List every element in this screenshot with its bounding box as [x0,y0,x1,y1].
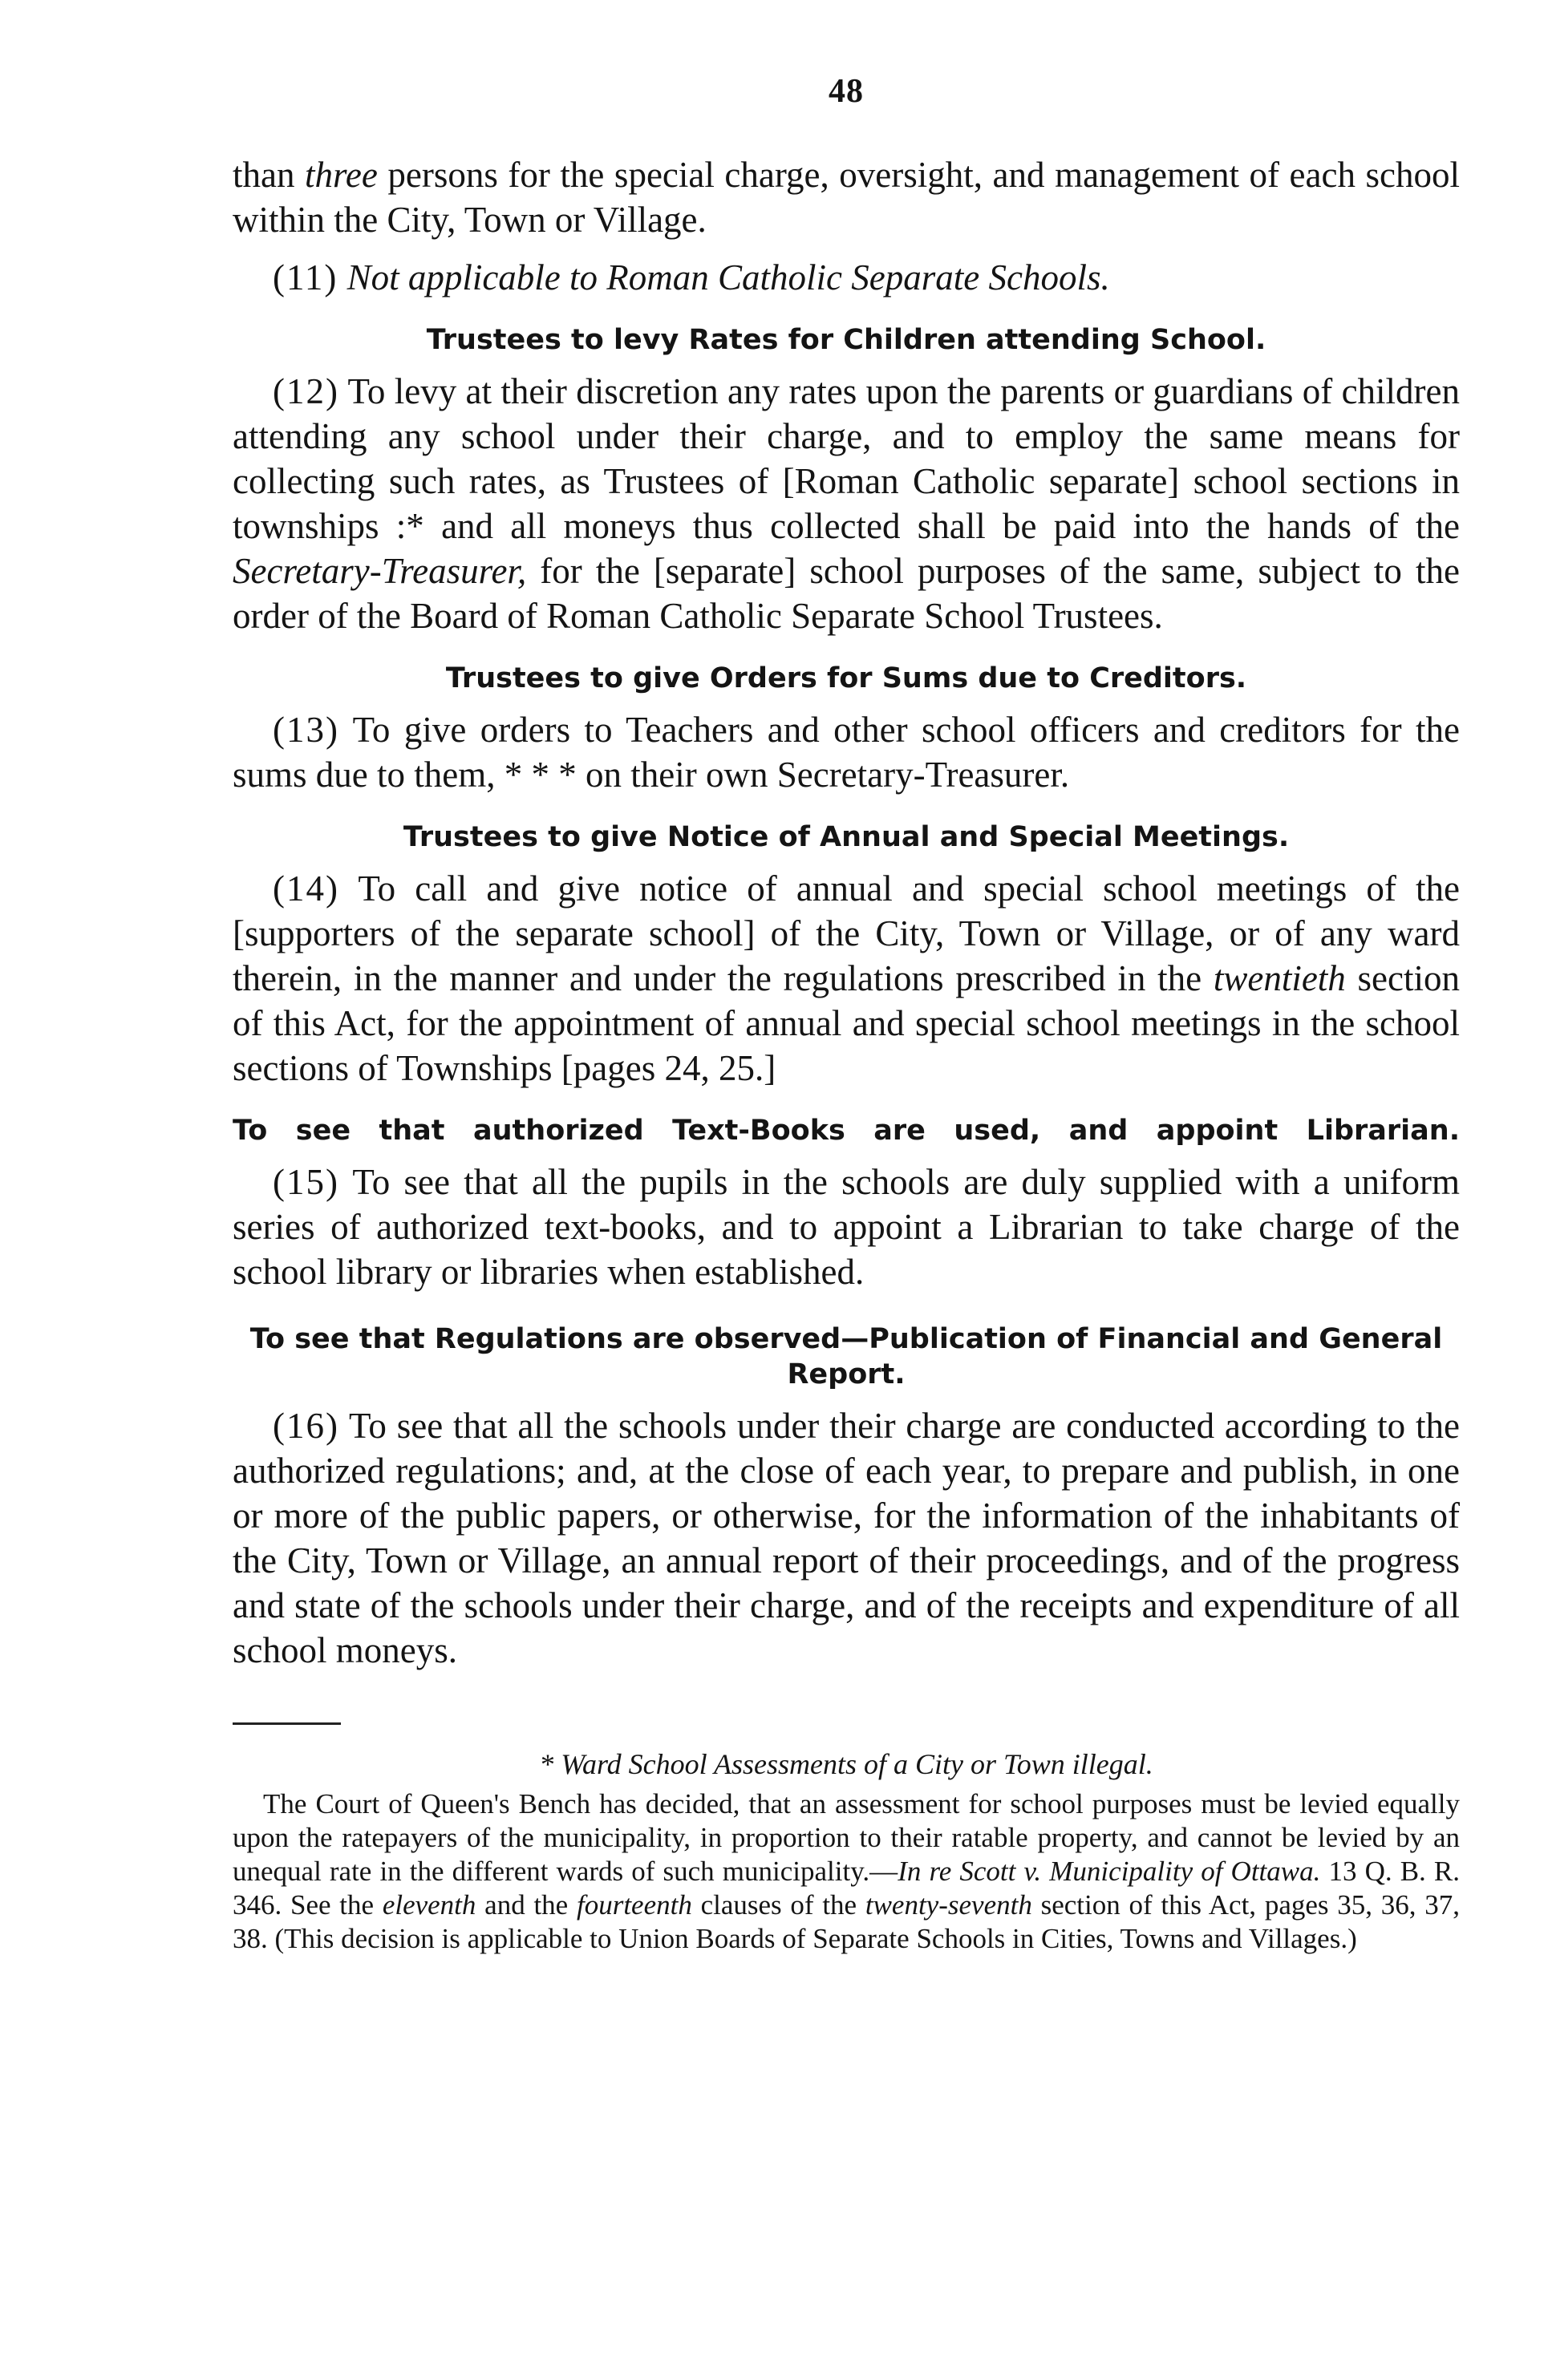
text-run: section of this Act, pages 35, 36, 37, 38. (This decision is applicable to Union Boards of Separate Schools in Cities, Towns and Villages.) [233,1889,1461,1954]
footnote-divider [233,1722,341,1725]
document-page [233,72,1460,1956]
text-run: To give orders to Teachers and other school officers and creditors for the sums due to them, * * * on their own Secretary-Treasurer. [233,710,1460,795]
page-number: 48 [829,73,864,110]
text-run: 13 Q. B. R. 346. See the [233,1856,1460,1921]
text-run: To see that all the schools under their charge are conducted according to the authorized regulations; and, at the close of each year, to prepare and publish, in one or more of the public papers, or otherwise, for the information of the inhabitants of the City, Town or Village, an annual report of their proceedings, and of the progress and state of the schools under their charge, and of the receipts and expenditure of all school moneys. [233,1406,1460,1670]
text-run: clauses of the [691,1889,865,1921]
section-heading-notice-meetings: Trustees to give Notice of Annual and Special Meetings. [403,821,1290,853]
case-citation: In re Scott v. Municipality of Ottawa. [898,1856,1321,1887]
text-run: and the [476,1889,577,1921]
text-run: To call and give notice of annual and special school meetings of the [supporters of the separate school] of the City, Town or Village, or of any ward therein, in the manner and under the regulations prescribed in the [233,868,1460,998]
text-run: To levy at their discretion any rates upon the parents or guardians of children attending any school under their charge, and to employ the same means for collecting such rates, as Trustees of [Roman Catholic separate] school sections in townships :* and all moneys thus collected shall be paid into the hands of the [233,371,1460,546]
section-heading-orders: Trustees to give Orders for Sums due to Creditors. [445,662,1247,694]
paragraph-13 [233,707,1460,797]
text-run: for the [separate] school purposes of the same, subject to the order of the Board of Roman Catholic Separate School Trustees. [233,551,1460,636]
paragraph-14 [233,866,1460,1091]
emphasis-eleventh: eleventh [382,1889,476,1921]
footnote-body [233,1787,1460,1956]
clause-number: (13) [273,710,339,750]
section-heading-levy-rates: Trustees to levy Rates for Children attending School. [426,324,1266,356]
paragraph-16 [233,1403,1460,1673]
clause-number: (12) [273,371,339,411]
clause-number: (14) [273,868,339,909]
emphasis-three: three [305,155,378,195]
text-run: section of this Act, for the appointment of annual and special school meetings in the school sections of Townships [pages 24, 25.] [233,958,1461,1088]
paragraph-11 [233,255,1460,300]
text-run: persons for the special charge, oversight, and management of each school within the City, Town or Village. [233,155,1460,240]
clause-number: (16) [273,1406,339,1446]
text-run: The Court of Queen's Bench has decided, that an assessment for school purposes must be levied equally upon the ratepayers of the municipality, in proportion to their ratable property, and cannot be levied by an unequal rate in the different wards of such municipality.— [233,1788,1460,1887]
paragraph-continuation [233,152,1460,242]
clause-number: (11) [273,257,338,298]
section-heading-text-books: To see that authorized Text-Books are used, and appoint Librarian. [233,1115,1460,1147]
clause-number: (15) [273,1162,339,1202]
emphasis-fourteenth: fourteenth [576,1889,692,1921]
footnote-title: * Ward School Assessments of a City or Town illegal. [539,1748,1153,1780]
section-heading-regulations: To see that Regulations are observed—Publication of Financial and General Report. [249,1323,1443,1390]
emphasis-twentieth: twentieth [1213,958,1346,998]
paragraph-15 [233,1160,1460,1294]
text-run: To see that all the pupils in the schools are duly supplied with a uniform series of authorized text-books, and to appoint a Librarian to take charge of the school library or libraries when established. [233,1162,1460,1292]
clause-text: Not applicable to Roman Catholic Separate Schools. [346,257,1110,298]
paragraph-12 [233,369,1460,638]
emphasis-secretary-treasurer: Secretary-Treasurer, [233,551,527,591]
text-run: than [233,155,306,195]
emphasis-twenty-seventh: twenty-seventh [865,1889,1032,1921]
